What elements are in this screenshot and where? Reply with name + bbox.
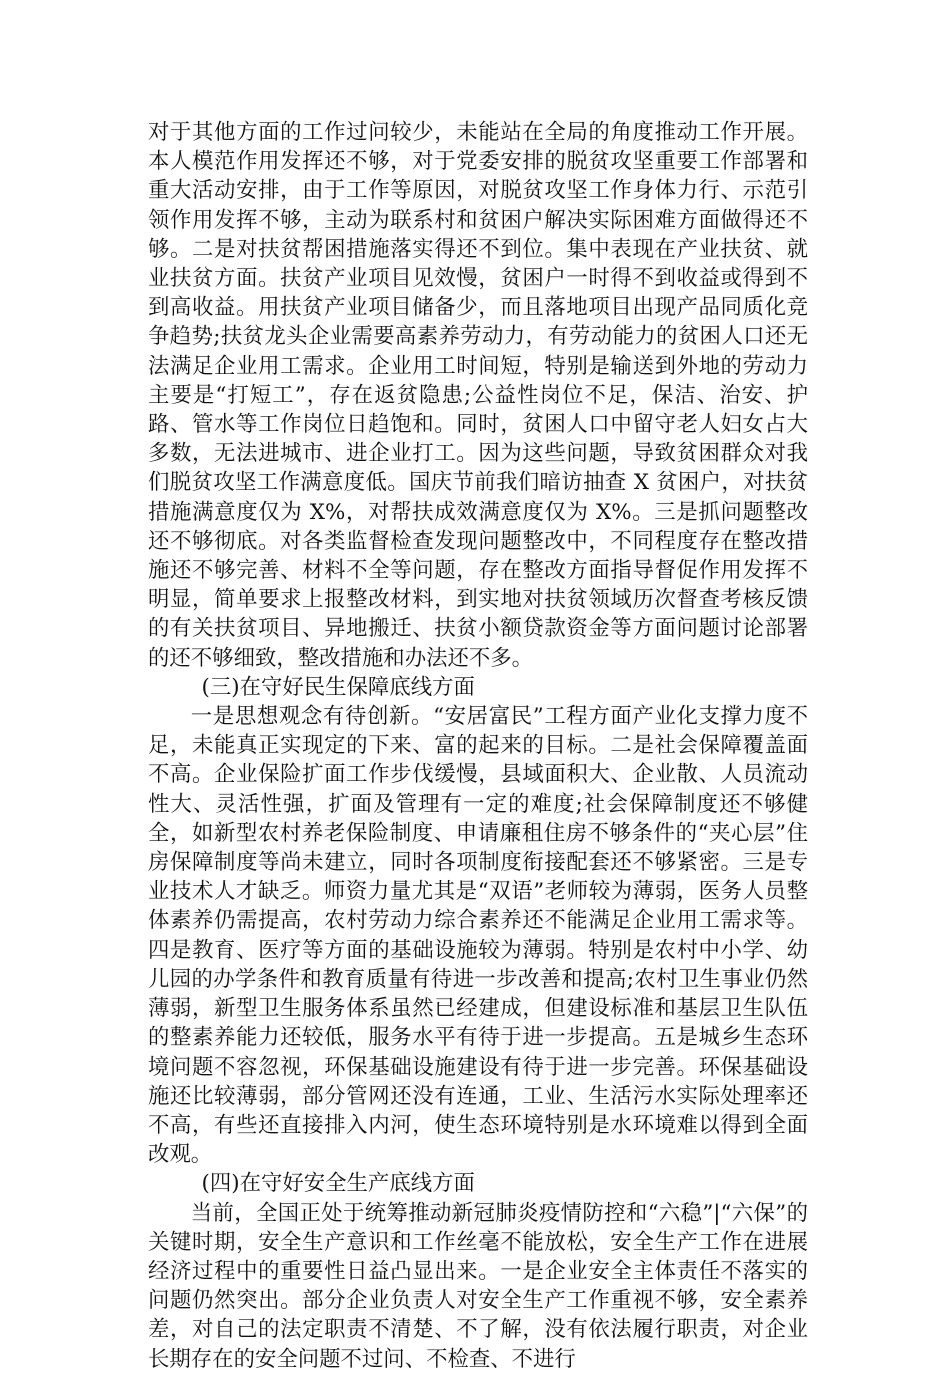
body-paragraph: 当前，全国正处于统筹推动新冠肺炎疫情防控和“六稳”|“六保”的关键时期，安全生产意识和工作丝毫不能放松，安全生产工作在进展经济过程中的重要性日益凸显出来。一是企业安全主体责任不落实的问题仍然突出。部分企业负责人对安全生产工作重视不够，安全素养差，对自己的法定职责不清楚、不了解，没有依法履行职责，对企业长期存在的安全问题不过问、不检查、不进行: [148, 1200, 808, 1372]
body-paragraph: 一是思想观念有待创新。“安居富民”工程方面产业化支撑力度不足，未能真正实现定的下来、富的起来的目标。二是社会保障覆盖面不高。企业保险扩面工作步伐缓慢，县域面积大、企业散、人员流动性大、灵活性强，扩面及管理有一定的难度;社会保障制度还不够健全，如新型农村养老保险制度、申请廉租住房不够条件的“夹心层”住房保障制度等尚未建立，同时各项制度衔接配套还不够紧密。三是专业技术人才缺乏。师资力量尤其是“双语”老师较为薄弱，医务人员整体素养仍需提高，农村劳动力综合素养还不能满足企业用工需求等。四是教育、医疗等方面的基础设施较为薄弱。特别是农村中小学、幼儿园的办学条件和教育质量有待进一步改善和提高;农村卫生事业仍然薄弱，新型卫生服务体系虽然已经建成，但建设标准和基层卫生队伍的整素养能力还较低，服务水平有待于进一步提高。五是城乡生态环境问题不容忽视，环保基础设施建设有待于进一步完善。环保基础设施还比较薄弱，部分管网还没有连通，工业、生活污水实际处理率还不高，有些还直接排入内河，使生态环境特别是水环境难以得到全面改观。: [148, 704, 808, 1168]
document-page: [148, 118, 808, 1374]
section-heading-3: (三)在守好民生保障底线方面: [201, 674, 475, 700]
section-heading-4: (四)在守好安全生产底线方面: [201, 1171, 475, 1197]
body-paragraph: 对于其他方面的工作过问较少，未能站在全局的角度推动工作开展。本人模范作用发挥还不够，对于党委安排的脱贫攻坚重要工作部署和重大活动安排，由于工作等原因，对脱贫攻坚工作身体力行、示范引领作用发挥不够，主动为联系村和贫困户解决实际困难方面做得还不够。二是对扶贫帮困措施落实得还不到位。集中表现在产业扶贫、就业扶贫方面。扶贫产业项目见效慢，贫困户一时得不到收益或得到不到高收益。用扶贫产业项目储备少，而且落地项目出现产品同质化竞争趋势;扶贫龙头企业需要高素养劳动力，有劳动能力的贫困人口还无法满足企业用工需求。企业用工时间短，特别是输送到外地的劳动力主要是“打短工”，存在返贫隐患;公益性岗位不足，保洁、治安、护路、管水等工作岗位日趋饱和。同时，贫困人口中留守老人妇女占大多数，无法进城市、进企业打工。因为这些问题，导致贫困群众对我们脱贫攻坚工作满意度低。国庆节前我们暗访抽查 X 贫困户，对扶贫措施满意度仅为 X%，对帮扶成效满意度仅为 X%。三是抓问题整改还不够彻底。对各类监督检查发现问题整改中，不同程度存在整改措施还不够完善、材料不全等问题，存在整改方面指导督促作用发挥不明显，简单要求上报整改材料，到实地对扶贫领域历次督查考核反馈的有关扶贫项目、异地搬迁、扶贫小额贷款资金等方面问题讨论部署的还不够细致，整改措施和办法还不多。: [148, 120, 808, 671]
